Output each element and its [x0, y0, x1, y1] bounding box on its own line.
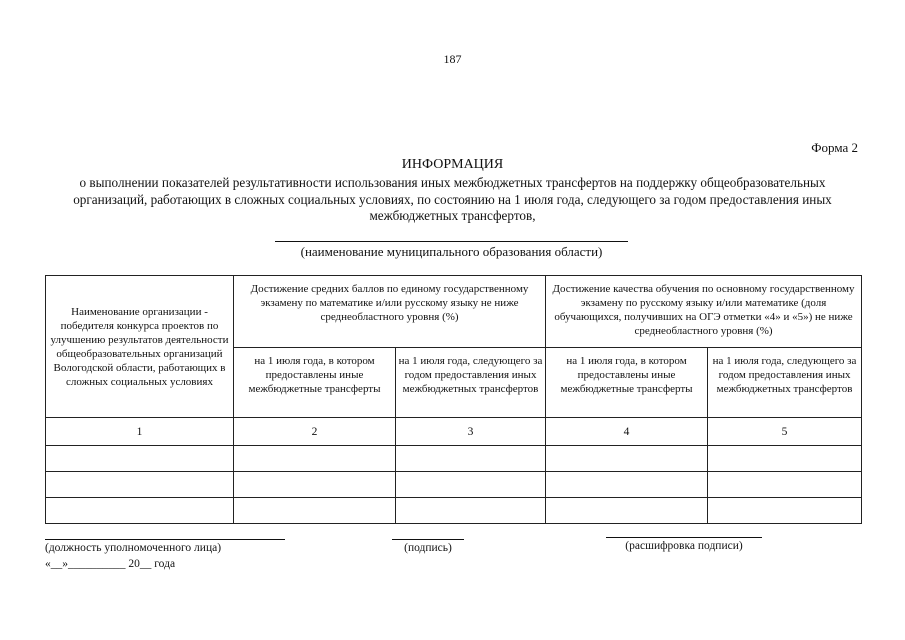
column-number-row	[46, 418, 862, 446]
table-row	[46, 498, 862, 524]
date-template: «__»__________ 20__ года	[45, 558, 176, 570]
table-cell	[396, 498, 546, 524]
results-table	[45, 275, 862, 524]
table-cell	[234, 446, 396, 472]
table-cell	[546, 498, 708, 524]
subheader-ege-year-provided: на 1 июля года, в котором предоставлены иные межбюджетные трансферты	[234, 348, 396, 418]
document-title: ИНФОРМАЦИЯ	[401, 157, 504, 172]
table-cell	[708, 498, 862, 524]
signature-label: (подпись)	[404, 542, 452, 554]
municipality-blank-line	[275, 241, 628, 242]
table-cell	[234, 472, 396, 498]
column-number: 2	[234, 418, 396, 446]
form-label: Форма 2	[811, 140, 858, 155]
name-decryption-line	[606, 537, 762, 538]
table-cell	[46, 472, 234, 498]
column-number: 5	[708, 418, 862, 446]
position-label: (должность уполномоченного лица)	[45, 542, 222, 554]
header-organization-name: Наименование организации - победителя конкурса проектов по улучшению результатов деятельности общеобразовательных организаций Вологодской области, работающих в сложных социальных условиях	[46, 276, 234, 418]
table-cell	[546, 446, 708, 472]
column-number: 3	[396, 418, 546, 446]
table-cell	[708, 472, 862, 498]
page-number: 187	[443, 52, 462, 66]
column-number: 4	[546, 418, 708, 446]
table-cell	[234, 498, 396, 524]
document-subtitle: о выполнении показателей результативности использования иных межбюджетных трансфертов на поддержку общеобразовательных организаций, работающих в сложных социальных условиях, по состоянию на 1 июля года, следующего за годом предоставления иных межбюджетных трансфертов,	[73, 175, 832, 223]
header-ege-achievement: Достижение средних баллов по единому государственному экзамену по математике и/или русскому языку не ниже среднеобластного уровня (%)	[234, 276, 546, 348]
table-row	[46, 446, 862, 472]
subheader-oge-year-following: на 1 июля года, следующего за годом предоставления иных межбюджетных трансфертов	[708, 348, 862, 418]
position-signature-line	[45, 539, 285, 540]
table-row	[46, 472, 862, 498]
table-cell	[46, 446, 234, 472]
municipality-label: (наименование муниципального образования области)	[300, 244, 603, 259]
header-oge-achievement: Достижение качества обучения по основному государственному экзамену по русскому языку и/или математике (доля обучающихся, получивших на ОГЭ отметки «4» и «5») не ниже среднеобластного уровня (%)	[546, 276, 862, 348]
table-cell	[546, 472, 708, 498]
table-cell	[396, 446, 546, 472]
name-decryption-label: (расшифровка подписи)	[625, 540, 743, 552]
table-cell	[46, 498, 234, 524]
signature-line	[392, 539, 464, 540]
column-number: 1	[46, 418, 234, 446]
subheader-ege-year-following: на 1 июля года, следующего за годом предоставления иных межбюджетных трансфертов	[396, 348, 546, 418]
subheader-oge-year-provided: на 1 июля года, в котором предоставлены иные межбюджетные трансферты	[546, 348, 708, 418]
table-cell	[708, 446, 862, 472]
table-cell	[396, 472, 546, 498]
